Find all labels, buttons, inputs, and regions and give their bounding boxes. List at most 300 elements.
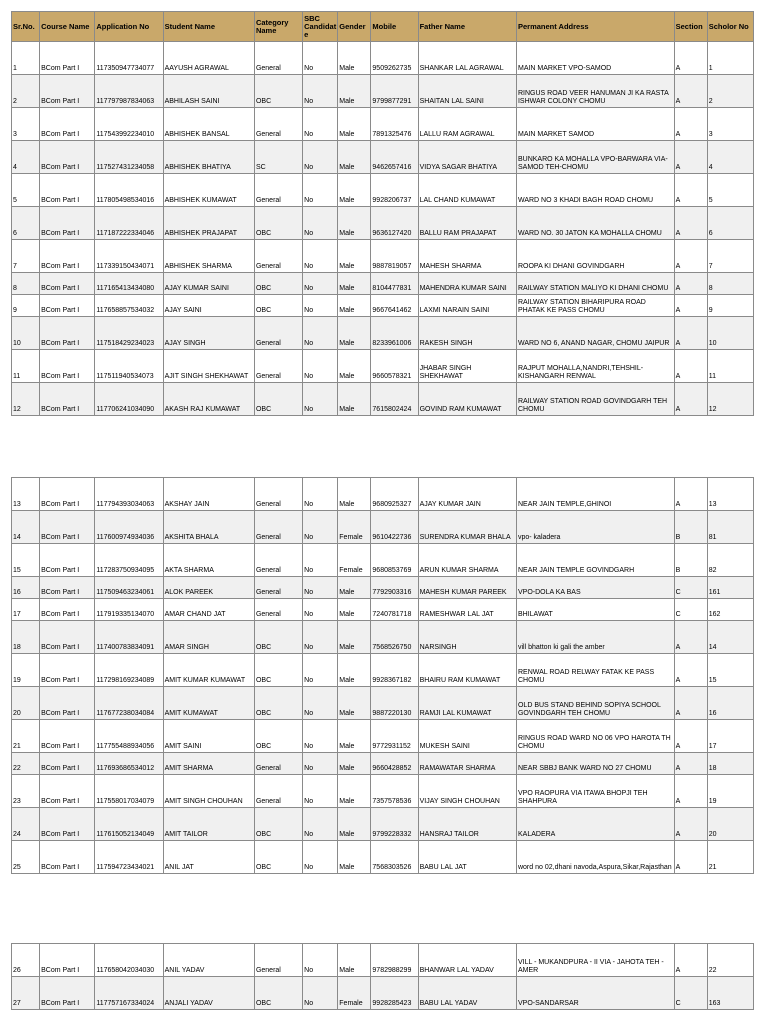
cell-student-name: AJIT SINGH SHEKHAWAT: [163, 350, 254, 383]
cell-student-name: ALOK PAREEK: [163, 577, 254, 599]
cell-category: OBC: [254, 977, 302, 1010]
cell-sbc-candidate: No: [303, 75, 338, 108]
cell-student-name: AJAY SAINI: [163, 295, 254, 317]
cell-gender: Male: [338, 207, 371, 240]
cell-category: General: [254, 577, 302, 599]
header-sr-no: Sr.No.: [12, 12, 40, 42]
cell-gender: Male: [338, 621, 371, 654]
table-row: [12, 977, 754, 1010]
cell-mobile: 7357578536: [371, 775, 418, 808]
cell-gender: Male: [338, 141, 371, 174]
cell-course-name: BCom Part I: [40, 775, 95, 808]
cell-application-no: 117797987834063: [95, 75, 163, 108]
cell-father-name: BHAIRU RAM KUMAWAT: [418, 654, 516, 687]
cell-father-name: BHANWAR LAL YADAV: [418, 944, 516, 977]
table-row: [12, 478, 754, 511]
cell-course-name: BCom Part I: [40, 207, 95, 240]
cell-sbc-candidate: No: [303, 544, 338, 577]
cell-father-name: MAHESH KUMAR PAREEK: [418, 577, 516, 599]
cell-scholor-no: 15: [707, 654, 753, 687]
cell-student-name: ABHISHEK KUMAWAT: [163, 174, 254, 207]
cell-address: VPO-DOLA KA BAS: [516, 577, 674, 599]
cell-gender: Male: [338, 174, 371, 207]
cell-address: WARD NO 6, ANAND NAGAR, CHOMU JAIPUR: [516, 317, 674, 350]
cell-father-name: SHAITAN LAL SAINI: [418, 75, 516, 108]
cell-mobile: 9610422736: [371, 511, 418, 544]
cell-section: A: [674, 75, 707, 108]
cell-student-name: AKTA SHARMA: [163, 544, 254, 577]
cell-sr-no: 21: [12, 720, 40, 753]
cell-application-no: 117511940534073: [95, 350, 163, 383]
cell-application-no: 117805498534016: [95, 174, 163, 207]
cell-father-name: MUKESH SAINI: [418, 720, 516, 753]
cell-mobile: 9928285423: [371, 977, 418, 1010]
cell-student-name: AKSHAY JAIN: [163, 478, 254, 511]
cell-application-no: 117187222334046: [95, 207, 163, 240]
cell-sr-no: 18: [12, 621, 40, 654]
cell-category: OBC: [254, 808, 302, 841]
cell-category: General: [254, 108, 302, 141]
cell-scholor-no: 7: [707, 240, 753, 273]
cell-application-no: 117400783834091: [95, 621, 163, 654]
cell-mobile: 9462657416: [371, 141, 418, 174]
header-scholor-no: Scholor No: [707, 12, 753, 42]
cell-address: RINGUS ROAD VEER HANUMAN JI KA RASTA ISHWAR COLONY CHOMU: [516, 75, 674, 108]
cell-section: A: [674, 141, 707, 174]
cell-sr-no: 10: [12, 317, 40, 350]
table-body-1: [12, 42, 754, 416]
cell-course-name: BCom Part I: [40, 720, 95, 753]
student-table-block-3: [11, 943, 754, 1010]
cell-scholor-no: 4: [707, 141, 753, 174]
cell-application-no: 117600974934036: [95, 511, 163, 544]
cell-section: A: [674, 621, 707, 654]
cell-section: A: [674, 944, 707, 977]
cell-student-name: AMAR CHAND JAT: [163, 599, 254, 621]
cell-sr-no: 25: [12, 841, 40, 874]
cell-sr-no: 11: [12, 350, 40, 383]
cell-sr-no: 9: [12, 295, 40, 317]
cell-section: A: [674, 753, 707, 775]
cell-course-name: BCom Part I: [40, 841, 95, 874]
cell-student-name: AJAY KUMAR SAINI: [163, 273, 254, 295]
cell-scholor-no: 12: [707, 383, 753, 416]
cell-mobile: 7568303526: [371, 841, 418, 874]
cell-course-name: BCom Part I: [40, 577, 95, 599]
cell-course-name: BCom Part I: [40, 42, 95, 75]
cell-section: A: [674, 42, 707, 75]
cell-section: A: [674, 295, 707, 317]
cell-application-no: 117509463234061: [95, 577, 163, 599]
table-row: [12, 599, 754, 621]
cell-address: VILL - MUKANDPURA - II VIA - JAHOTA TEH - AMER: [516, 944, 674, 977]
cell-course-name: BCom Part I: [40, 944, 95, 977]
header-father-name: Father Name: [418, 12, 516, 42]
cell-father-name: SURENDRA KUMAR BHALA: [418, 511, 516, 544]
cell-address: BHILAWAT: [516, 599, 674, 621]
cell-scholor-no: 10: [707, 317, 753, 350]
cell-student-name: ANIL JAT: [163, 841, 254, 874]
cell-father-name: JHABAR SINGH SHEKHAWAT: [418, 350, 516, 383]
cell-sr-no: 14: [12, 511, 40, 544]
cell-course-name: BCom Part I: [40, 383, 95, 416]
cell-application-no: 117677238034084: [95, 687, 163, 720]
cell-mobile: 7891325476: [371, 108, 418, 141]
table-row: [12, 75, 754, 108]
cell-address: RINGUS ROAD WARD NO 06 VPO HAROTA TH CHOMU: [516, 720, 674, 753]
cell-student-name: AAYUSH AGRAWAL: [163, 42, 254, 75]
cell-application-no: 117794393034063: [95, 478, 163, 511]
table-body-3: [12, 944, 754, 1010]
cell-course-name: BCom Part I: [40, 350, 95, 383]
cell-application-no: 117919335134070: [95, 599, 163, 621]
cell-address: RAILWAY STATION ROAD GOVINDGARH TEH CHOMU: [516, 383, 674, 416]
cell-mobile: 9660428852: [371, 753, 418, 775]
cell-course-name: BCom Part I: [40, 141, 95, 174]
cell-course-name: BCom Part I: [40, 240, 95, 273]
cell-mobile: 9680925327: [371, 478, 418, 511]
cell-father-name: RAMJI LAL KUMAWAT: [418, 687, 516, 720]
cell-address: ROOPA KI DHANI GOVINDGARH: [516, 240, 674, 273]
cell-address: RAILWAY STATION BIHARIPURA ROAD PHATAK KE PASS CHOMU: [516, 295, 674, 317]
table-row: [12, 273, 754, 295]
cell-sr-no: 7: [12, 240, 40, 273]
cell-address: VPO-SANDARSAR: [516, 977, 674, 1010]
cell-application-no: 117558017034079: [95, 775, 163, 808]
table-body-2: [12, 478, 754, 874]
cell-student-name: ABHISHEK SHARMA: [163, 240, 254, 273]
cell-gender: Male: [338, 295, 371, 317]
cell-sr-no: 1: [12, 42, 40, 75]
cell-application-no: 117693686534012: [95, 753, 163, 775]
table-row: [12, 687, 754, 720]
cell-father-name: ARUN KUMAR SHARMA: [418, 544, 516, 577]
cell-gender: Male: [338, 478, 371, 511]
cell-father-name: RAMESHWAR LAL JAT: [418, 599, 516, 621]
cell-gender: Male: [338, 687, 371, 720]
cell-scholor-no: 161: [707, 577, 753, 599]
cell-sr-no: 20: [12, 687, 40, 720]
cell-course-name: BCom Part I: [40, 295, 95, 317]
cell-gender: Male: [338, 108, 371, 141]
cell-address: RAILWAY STATION MALIYO KI DHANI CHOMU: [516, 273, 674, 295]
cell-scholor-no: 21: [707, 841, 753, 874]
cell-sr-no: 22: [12, 753, 40, 775]
cell-section: A: [674, 720, 707, 753]
cell-scholor-no: 18: [707, 753, 753, 775]
cell-gender: Female: [338, 977, 371, 1010]
table-row: [12, 808, 754, 841]
cell-section: B: [674, 544, 707, 577]
table-row: [12, 511, 754, 544]
cell-mobile: 7615802424: [371, 383, 418, 416]
cell-gender: Male: [338, 42, 371, 75]
cell-category: OBC: [254, 654, 302, 687]
cell-scholor-no: 17: [707, 720, 753, 753]
cell-father-name: MAHESH SHARMA: [418, 240, 516, 273]
cell-scholor-no: 9: [707, 295, 753, 317]
cell-mobile: 9887819057: [371, 240, 418, 273]
cell-sr-no: 19: [12, 654, 40, 687]
header-permanent-address: Permanent Address: [516, 12, 674, 42]
cell-mobile: 9928367182: [371, 654, 418, 687]
cell-mobile: 9667641462: [371, 295, 418, 317]
cell-category: OBC: [254, 75, 302, 108]
cell-father-name: LALLU RAM AGRAWAL: [418, 108, 516, 141]
cell-student-name: ABHISHEK BHATIYA: [163, 141, 254, 174]
cell-course-name: BCom Part I: [40, 317, 95, 350]
cell-scholor-no: 11: [707, 350, 753, 383]
cell-section: A: [674, 240, 707, 273]
cell-mobile: 9680853769: [371, 544, 418, 577]
cell-category: SC: [254, 141, 302, 174]
cell-scholor-no: 81: [707, 511, 753, 544]
cell-gender: Male: [338, 273, 371, 295]
cell-father-name: LAL CHAND KUMAWAT: [418, 174, 516, 207]
cell-application-no: 117757167334024: [95, 977, 163, 1010]
cell-sbc-candidate: No: [303, 317, 338, 350]
cell-gender: Male: [338, 350, 371, 383]
cell-sbc-candidate: No: [303, 42, 338, 75]
cell-address: NEAR SBBJ BANK WARD NO 27 CHOMU: [516, 753, 674, 775]
cell-section: A: [674, 654, 707, 687]
cell-address: KALADERA: [516, 808, 674, 841]
table-row: [12, 621, 754, 654]
cell-scholor-no: 82: [707, 544, 753, 577]
table-row: [12, 577, 754, 599]
table-row: [12, 841, 754, 874]
cell-father-name: MAHENDRA KUMAR SAINI: [418, 273, 516, 295]
cell-category: General: [254, 944, 302, 977]
cell-student-name: AMIT TAILOR: [163, 808, 254, 841]
cell-student-name: ANIL YADAV: [163, 944, 254, 977]
cell-application-no: 117543992234010: [95, 108, 163, 141]
cell-sbc-candidate: No: [303, 174, 338, 207]
cell-course-name: BCom Part I: [40, 753, 95, 775]
cell-mobile: 9887220130: [371, 687, 418, 720]
cell-address: MAIN MARKET SAMOD: [516, 108, 674, 141]
cell-application-no: 117298169234089: [95, 654, 163, 687]
table-row: [12, 753, 754, 775]
cell-sr-no: 13: [12, 478, 40, 511]
cell-gender: Male: [338, 383, 371, 416]
cell-father-name: VIJAY SINGH CHOUHAN: [418, 775, 516, 808]
table-row: [12, 240, 754, 273]
cell-scholor-no: 6: [707, 207, 753, 240]
cell-father-name: GOVIND RAM KUMAWAT: [418, 383, 516, 416]
cell-address: RENWAL ROAD RELWAY FATAK KE PASS CHOMU: [516, 654, 674, 687]
cell-sbc-candidate: No: [303, 775, 338, 808]
cell-gender: Male: [338, 317, 371, 350]
header-course-name: Course Name: [40, 12, 95, 42]
cell-section: A: [674, 108, 707, 141]
table-row: [12, 42, 754, 75]
cell-student-name: ABHILASH SAINI: [163, 75, 254, 108]
cell-student-name: ANJALI YADAV: [163, 977, 254, 1010]
cell-sbc-candidate: No: [303, 295, 338, 317]
cell-application-no: 117350947734077: [95, 42, 163, 75]
cell-scholor-no: 2: [707, 75, 753, 108]
cell-application-no: 117527431234058: [95, 141, 163, 174]
table-row: [12, 775, 754, 808]
cell-section: C: [674, 977, 707, 1010]
cell-gender: Male: [338, 775, 371, 808]
cell-course-name: BCom Part I: [40, 511, 95, 544]
cell-section: C: [674, 599, 707, 621]
cell-course-name: BCom Part I: [40, 108, 95, 141]
cell-sbc-candidate: No: [303, 977, 338, 1010]
table-row: [12, 654, 754, 687]
cell-address: vill bhatton ki gali the amber: [516, 621, 674, 654]
cell-address: NEAR JAIN TEMPLE,GHINOI: [516, 478, 674, 511]
cell-sbc-candidate: No: [303, 207, 338, 240]
cell-sbc-candidate: No: [303, 350, 338, 383]
cell-application-no: 117165413434080: [95, 273, 163, 295]
cell-course-name: BCom Part I: [40, 273, 95, 295]
cell-student-name: AJAY SINGH: [163, 317, 254, 350]
cell-address: word no 02,dhani navoda,Aspura,Sikar,Rajasthan: [516, 841, 674, 874]
header-application-no: Application No: [95, 12, 163, 42]
cell-section: C: [674, 577, 707, 599]
cell-category: General: [254, 350, 302, 383]
cell-sbc-candidate: No: [303, 511, 338, 544]
cell-sr-no: 17: [12, 599, 40, 621]
cell-sbc-candidate: No: [303, 687, 338, 720]
cell-mobile: 9509262735: [371, 42, 418, 75]
cell-gender: Male: [338, 720, 371, 753]
cell-application-no: 117283750934095: [95, 544, 163, 577]
cell-father-name: RAKESH SINGH: [418, 317, 516, 350]
cell-sbc-candidate: No: [303, 944, 338, 977]
cell-category: OBC: [254, 295, 302, 317]
cell-gender: Male: [338, 841, 371, 874]
cell-category: General: [254, 753, 302, 775]
cell-scholor-no: 13: [707, 478, 753, 511]
cell-category: OBC: [254, 621, 302, 654]
cell-category: General: [254, 599, 302, 621]
cell-category: OBC: [254, 383, 302, 416]
cell-father-name: NARSINGH: [418, 621, 516, 654]
cell-sbc-candidate: No: [303, 577, 338, 599]
cell-gender: Male: [338, 599, 371, 621]
cell-mobile: 9772931152: [371, 720, 418, 753]
cell-father-name: AJAY KUMAR JAIN: [418, 478, 516, 511]
cell-application-no: 117594723434021: [95, 841, 163, 874]
cell-scholor-no: 16: [707, 687, 753, 720]
cell-father-name: VIDYA SAGAR BHATIYA: [418, 141, 516, 174]
cell-gender: Male: [338, 577, 371, 599]
cell-section: A: [674, 273, 707, 295]
table-row: [12, 383, 754, 416]
cell-application-no: 117706241034090: [95, 383, 163, 416]
cell-address: vpo- kaladera: [516, 511, 674, 544]
header-sbc-candidate: SBC Candidate: [303, 12, 338, 42]
cell-address: VPO RAOPURA VIA ITAWA BHOPJI TEH SHAHPURA: [516, 775, 674, 808]
cell-student-name: AKASH RAJ KUMAWAT: [163, 383, 254, 416]
cell-scholor-no: 162: [707, 599, 753, 621]
table-row: [12, 317, 754, 350]
cell-course-name: BCom Part I: [40, 808, 95, 841]
cell-category: General: [254, 478, 302, 511]
cell-category: OBC: [254, 273, 302, 295]
cell-sr-no: 2: [12, 75, 40, 108]
cell-gender: Male: [338, 75, 371, 108]
cell-sr-no: 12: [12, 383, 40, 416]
cell-mobile: 9782988299: [371, 944, 418, 977]
cell-scholor-no: 20: [707, 808, 753, 841]
cell-gender: Male: [338, 240, 371, 273]
cell-father-name: LAXMI NARAIN SAINI: [418, 295, 516, 317]
cell-course-name: BCom Part I: [40, 687, 95, 720]
cell-mobile: 7240781718: [371, 599, 418, 621]
table-row: [12, 944, 754, 977]
cell-address: NEAR JAIN TEMPLE GOVINDGARH: [516, 544, 674, 577]
student-table-block-2: [11, 477, 754, 874]
cell-sbc-candidate: No: [303, 753, 338, 775]
cell-sr-no: 15: [12, 544, 40, 577]
cell-sr-no: 3: [12, 108, 40, 141]
cell-sbc-candidate: No: [303, 808, 338, 841]
student-table-block-1: [11, 11, 754, 416]
table-row: [12, 720, 754, 753]
cell-category: General: [254, 42, 302, 75]
cell-application-no: 117658042034030: [95, 944, 163, 977]
cell-category: OBC: [254, 720, 302, 753]
cell-student-name: ABHISHEK PRAJAPAT: [163, 207, 254, 240]
cell-category: General: [254, 544, 302, 577]
cell-student-name: AMAR SINGH: [163, 621, 254, 654]
cell-scholor-no: 163: [707, 977, 753, 1010]
cell-mobile: 9660578321: [371, 350, 418, 383]
cell-category: OBC: [254, 841, 302, 874]
cell-sbc-candidate: No: [303, 383, 338, 416]
cell-section: A: [674, 775, 707, 808]
table-row: [12, 108, 754, 141]
cell-address: RAJPUT MOHALLA,NANDRI,TEHSHIL-KISHANGARH RENWAL: [516, 350, 674, 383]
cell-student-name: AMIT KUMAR KUMAWAT: [163, 654, 254, 687]
cell-section: A: [674, 174, 707, 207]
cell-mobile: 8104477831: [371, 273, 418, 295]
cell-section: A: [674, 383, 707, 416]
cell-scholor-no: 3: [707, 108, 753, 141]
cell-sbc-candidate: No: [303, 478, 338, 511]
cell-mobile: 9928206737: [371, 174, 418, 207]
cell-mobile: 9799877291: [371, 75, 418, 108]
cell-sbc-candidate: No: [303, 273, 338, 295]
cell-category: General: [254, 775, 302, 808]
cell-gender: Female: [338, 544, 371, 577]
cell-sr-no: 8: [12, 273, 40, 295]
cell-mobile: 8233961006: [371, 317, 418, 350]
cell-gender: Female: [338, 511, 371, 544]
cell-sbc-candidate: No: [303, 108, 338, 141]
cell-sr-no: 24: [12, 808, 40, 841]
cell-application-no: 117755488934056: [95, 720, 163, 753]
table-row: [12, 207, 754, 240]
cell-sr-no: 23: [12, 775, 40, 808]
cell-section: A: [674, 350, 707, 383]
cell-sr-no: 16: [12, 577, 40, 599]
header-gender: Gender: [338, 12, 371, 42]
cell-category: OBC: [254, 687, 302, 720]
cell-sr-no: 4: [12, 141, 40, 174]
cell-address: MAIN MARKET VPO-SAMOD: [516, 42, 674, 75]
cell-application-no: 117615052134049: [95, 808, 163, 841]
cell-category: General: [254, 174, 302, 207]
cell-father-name: BALLU RAM PRAJAPAT: [418, 207, 516, 240]
cell-sbc-candidate: No: [303, 240, 338, 273]
cell-address: WARD NO 3 KHADI BAGH ROAD CHOMU: [516, 174, 674, 207]
